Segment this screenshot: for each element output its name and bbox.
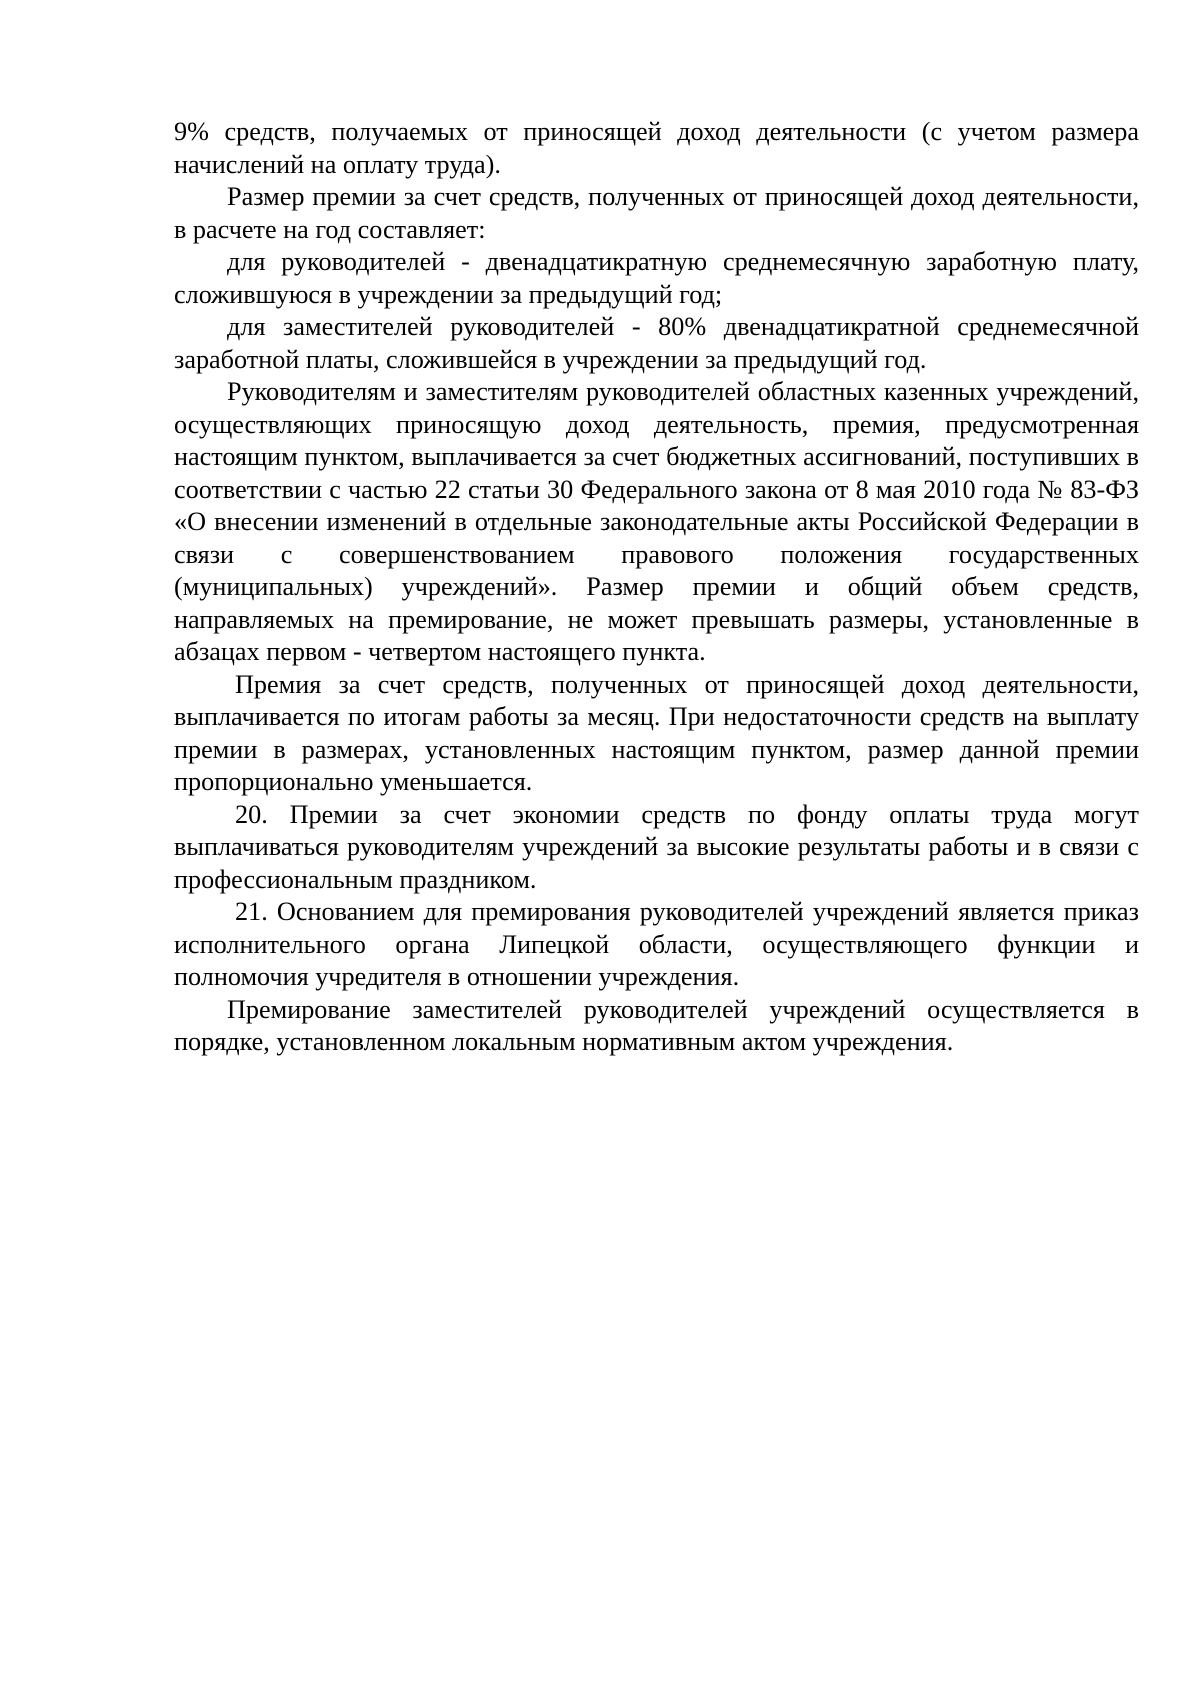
paragraph-5: Руководителям и заместителям руководителей областных казенных учреждений, осуществляющих приносящую доход деятельность, премия, предусмотренная настоящим пунктом, выплачивается за счет бюджетных ассигнований, поступивших в соответствии с частью 22 статьи 30 Федерального закона от 8 мая 2010 года № 83-ФЗ «О внесении изменений в отдельные законодательные акты Российской Федерации в связи с совершенствованием правового положения государственных (муниципальных) учреждений». Размер премии и общий объем средств, направляемых на премирование, не может превышать размеры, установленные в абзацах первом - четвертом настоящего пункта. bbox=[174, 377, 1139, 666]
paragraph-4: для заместителей руководителей - 80% двенадцатикратной среднемесячной заработной платы, сложившейся в учреждении за предыдущий год. bbox=[174, 312, 1139, 374]
paragraph-9: Премирование заместителей руководителей учреждений осуществляется в порядке, установленном локальным нормативным актом учреждения. bbox=[174, 994, 1139, 1056]
paragraph-8: 21. Основанием для премирования руководителей учреждений является приказ исполнительного органа Липецкой области, осуществляющего функции и полномочия учредителя в отношении учреждения. bbox=[174, 897, 1139, 991]
document-body bbox=[174, 116, 1139, 1059]
paragraph-7: 20. Премии за счет экономии средств по фонду оплаты труда могут выплачиваться руководителям учреждений за высокие результаты работы и в связи с профессиональным праздником. bbox=[174, 799, 1139, 894]
paragraph-2: Размер премии за счет средств, полученных от приносящей доход деятельности, в расчете на год составляет: bbox=[174, 182, 1139, 244]
paragraph-6: Премия за счет средств, полученных от приносящей доход деятельности, выплачивается по итогам работы за месяц. При недостаточности средств на выплату премии в размерах, установленных настоящим пунктом, размер данной премии пропорционально уменьшается. bbox=[174, 669, 1139, 796]
paragraph-1: 9% средств, получаемых от приносящей доход деятельности (с учетом размера начислений на оплату труда). bbox=[174, 117, 1139, 179]
paragraph-3: для руководителей - двенадцатикратную среднемесячную заработную плату, сложившуюся в учреждении за предыдущий год; bbox=[174, 247, 1139, 309]
